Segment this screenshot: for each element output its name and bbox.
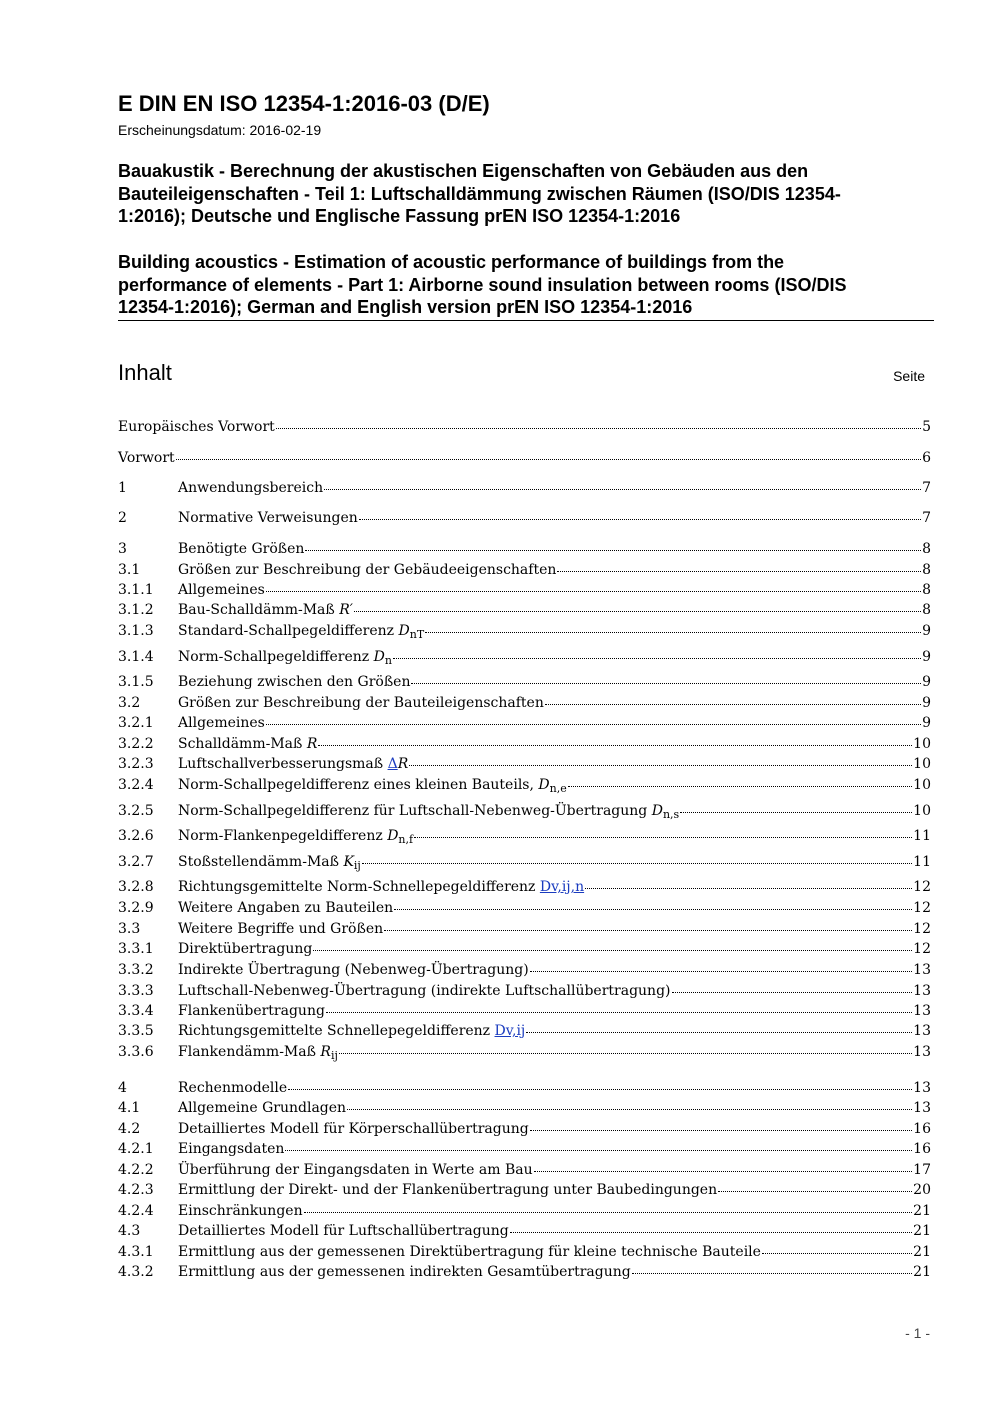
toc-entry[interactable] [118,1002,931,1020]
toc-entry-title: Allgemeine Grundlagen [178,1100,347,1116]
toc-entry-title: Größen zur Beschreibung der Bauteileigenschaften [178,695,544,711]
toc-entry[interactable] [118,982,931,1000]
toc-entry[interactable] [118,961,931,979]
toc-entry-title: Bau-Schalldämm-Maß R′ [178,602,353,618]
toc-entry[interactable] [118,940,931,958]
toc-entry-subscript: ij [353,859,361,872]
toc-entry-number: 3.1 [118,562,141,578]
toc-leader-dots [672,992,913,993]
toc-entry-number: 3.2.9 [118,900,154,916]
toc-entry-number: 3.1.3 [118,623,154,639]
toc-entry-title: Detailliertes Modell für Luftschallübertragung [178,1223,509,1239]
toc-entry-number: 4.2.4 [118,1203,154,1219]
toc-entry-title: Norm-Schallpegeldifferenz $D_n$ [178,649,392,667]
toc-entry-page: 9 [922,674,931,690]
toc-entry-symbol: K [343,854,354,870]
toc-entry-page: 6 [922,450,931,466]
toc-entry-number: 3.2.1 [118,715,154,731]
toc-entry-title: Vorwort [118,450,175,466]
toc-entry-symbol-link[interactable]: Dv,ij [494,1023,526,1039]
toc-entry-page: 7 [922,510,931,526]
toc-entry-title: Beziehung zwischen den Größen [178,674,411,690]
toc-entry-title: Allgemeines [178,582,265,598]
toc-entry-page: 13 [913,1044,931,1060]
toc-entry[interactable] [118,673,931,691]
toc-entry-page: 5 [922,419,931,435]
toc-entry-number: 3.3.6 [118,1044,154,1060]
toc-heading: Inhalt [118,360,172,385]
toc-leader-dots [530,971,913,972]
toc-leader-dots [526,1032,912,1033]
toc-entry-page: 10 [913,736,931,752]
toc-entry[interactable] [118,622,931,640]
toc-entry-title: Allgemeines [178,715,265,731]
toc-entry-page: 8 [922,562,931,578]
toc-entry-page: 9 [922,649,931,665]
toc-entry-title: Norm-Schallpegeldifferenz eines kleinen Bauteils, $D_{n,e}$ [178,777,567,795]
toc-entry-title: Benötigte Größen [178,541,305,557]
toc-entry[interactable] [118,1202,931,1220]
toc-entry-page: 13 [913,1080,931,1096]
toc-entry-number: 1 [118,480,127,496]
toc-leader-dots [545,704,921,705]
toc-entry-title: Normative Verweisungen [178,510,358,526]
toc-entry-page: 13 [913,1003,931,1019]
toc-entry-number: 3.3.5 [118,1023,154,1039]
toc-entry-title: Ermittlung der Direkt- und der Flankenübertragung unter Baubedingungen [178,1182,718,1198]
toc-entry[interactable] [118,1022,931,1040]
toc-entry-number: 2 [118,510,127,526]
toc-leader-dots [632,1273,912,1274]
toc-entry-number: 3.2.8 [118,879,154,895]
toc-entry-page: 13 [913,962,931,978]
toc-leader-dots [718,1191,912,1192]
toc-leader-dots [276,428,921,429]
toc-entry-symbol: R [320,1044,331,1060]
title-german-line: Bauteileigenschaften - Teil 1: Luftschalldämmung zwischen Räumen (ISO/DIS 12354- [118,183,841,204]
toc-entry-title: Schalldämm-Maß R [178,736,318,752]
toc-leader-dots [568,786,912,787]
toc-entry-subscript: n [384,654,392,667]
toc-entry-title: Norm-Schallpegeldifferenz für Luftschall-Nebenweg-Übertragung $D_{n,s}$ [178,803,680,821]
toc-leader-dots [510,1232,912,1233]
toc-leader-dots [534,1171,913,1172]
toc-entry-number: 4.1 [118,1100,141,1116]
toc-entry-page: 9 [922,623,931,639]
toc-entry[interactable] [118,648,931,666]
toc-entry-page: 21 [913,1244,931,1260]
title-english-line: 12354-1:2016); German and English version prEN ISO 12354-1:2016 [118,297,693,317]
toc-entry[interactable] [118,418,931,436]
toc-entry[interactable] [118,1120,931,1138]
toc-leader-dots [347,1109,912,1110]
toc-entry-page: 7 [922,480,931,496]
title-german-line: 1:2016); Deutsche und Englische Fassung prEN ISO 12354-1:2016 [118,206,681,226]
toc-entry[interactable] [118,920,931,938]
toc-entry-page: 20 [913,1182,931,1198]
toc-entry-number: 3.3.2 [118,962,154,978]
toc-entry-subscript: n,f [398,833,414,846]
toc-entry-symbol: D [373,649,385,665]
toc-entry-title: Eingangsdaten [178,1141,285,1157]
toc-entry-number: 3.1.4 [118,649,154,665]
toc-entry[interactable] [118,735,931,753]
toc-leader-dots [285,1150,912,1151]
toc-entry-title: Direktübertragung [178,941,313,957]
toc-entry[interactable] [118,1243,931,1261]
toc-entry-page: 17 [913,1162,931,1178]
toc-leader-dots [425,632,921,633]
toc-leader-dots [359,519,921,520]
toc-leader-dots [362,863,912,864]
toc-entry-number: 3.3 [118,921,141,937]
toc-entry-symbol: D [538,777,550,793]
toc-entry[interactable] [118,1043,931,1061]
toc-entry-symbol: R [397,756,409,772]
toc-leader-dots [530,1130,912,1131]
toc-leader-dots [288,1089,912,1090]
toc-leader-dots [680,812,912,813]
toc-entry-symbol: D [387,828,399,844]
toc-leader-dots [409,765,912,766]
toc-leader-dots [585,888,912,889]
toc-entry[interactable] [118,1161,931,1179]
toc-entry[interactable] [118,878,931,896]
toc-entry-title: Rechenmodelle [178,1080,288,1096]
toc-entry[interactable] [118,601,931,619]
toc-entry-page: 21 [913,1223,931,1239]
toc-entry-page: 21 [913,1203,931,1219]
toc-entry-page: 12 [913,879,931,895]
toc-entry-number: 4.3 [118,1223,141,1239]
toc-entry-symbol: R [306,736,318,752]
toc-entry-page: 13 [913,1100,931,1116]
toc-entry[interactable] [118,827,931,845]
toc-entry-number: 3.3.4 [118,1003,154,1019]
title-german [118,160,933,228]
toc-entry[interactable] [118,853,931,871]
toc-entry[interactable] [118,1263,931,1281]
document-designation: E DIN EN ISO 12354-1:2016-03 (D/E) [118,91,490,116]
toc-entry-title: Einschränkungen [178,1203,303,1219]
toc-entry-page: 10 [913,777,931,793]
toc-leader-dots [318,745,912,746]
toc-entry[interactable] [118,581,931,599]
toc-entry-title: Europäisches Vorwort [118,419,275,435]
toc-entry-title: Norm-Flankenpegeldifferenz $D_{n,f}$ [178,828,414,846]
toc-leader-dots [313,950,912,951]
toc-leader-dots [762,1253,912,1254]
toc-leader-dots [266,591,921,592]
toc-entry-page: 16 [913,1121,931,1137]
toc-entry-number: 3.3.3 [118,983,154,999]
title-german-line: Bauakustik - Berechnung der akustischen Eigenschaften von Gebäuden aus den [118,161,809,181]
toc-entry-title: Überführung der Eingangsdaten in Werte am Bau [178,1162,533,1178]
toc-entry-number: 3.2.6 [118,828,154,844]
toc-entry[interactable] [118,1099,931,1117]
toc-entry-page: 16 [913,1141,931,1157]
toc-entry[interactable] [118,755,931,773]
page-number: - 1 - [905,1325,930,1341]
toc-entry[interactable] [118,1140,931,1158]
toc-entry-page: 21 [913,1264,931,1280]
toc-entry[interactable] [118,1079,931,1097]
toc-entry-subscript: n,s [662,808,680,821]
toc-entry-title: Größen zur Beschreibung der Gebäudeeigenschaften [178,562,557,578]
toc-entry-title: Stoßstellendämm-Maß $K_{ij}$ [178,854,361,872]
toc-entry[interactable] [118,561,931,579]
toc-leader-dots [326,1012,912,1013]
toc-entry-symbol: D [651,803,663,819]
toc-entry-number: 4.2.2 [118,1162,154,1178]
toc-entry-title: Richtungsgemittelte Norm-Schnellepegeldifferenz Dv,ij,n [178,879,585,895]
toc-entry[interactable] [118,899,931,917]
toc-entry[interactable] [118,479,931,497]
toc-entry-number: 3.2.7 [118,854,154,870]
toc-entry-number: 4.3.2 [118,1264,154,1280]
toc-leader-dots [393,658,921,659]
title-english-line: Building acoustics - Estimation of acoustic performance of buildings from the [118,252,785,272]
toc-entry-number: 3.1.2 [118,602,154,618]
toc-entry-number: 3.2.4 [118,777,154,793]
toc-entry-title: Weitere Begriffe und Größen [178,921,384,937]
toc-entry[interactable] [118,776,931,794]
toc-leader-dots [176,459,921,460]
toc-entry-title: Richtungsgemittelte Schnellepegeldifferenz Dv,ij [178,1023,526,1039]
toc-page-label: Seite [893,368,925,384]
toc-entry[interactable] [118,1222,931,1240]
toc-entry-page: 12 [913,921,931,937]
toc-entry-number: 4 [118,1080,127,1096]
toc-entry-title: Flankenübertragung [178,1003,325,1019]
toc-entry[interactable] [118,714,931,732]
toc-entry-symbol: D [398,623,410,639]
toc-entry-number: 3.2.2 [118,736,154,752]
toc-entry-number: 4.3.1 [118,1244,154,1260]
toc-entry-page: 10 [913,756,931,772]
title-divider [118,320,934,321]
toc-entry-title: Flankendämm-Maß $R_{ij}$ [178,1044,338,1062]
toc-leader-dots [305,550,921,551]
toc-entry-number: 4.2.3 [118,1182,154,1198]
toc-entry-title: Luftschall-Nebenweg-Übertragung (indirekte Luftschallübertragung) [178,983,671,999]
toc-entry-page: 12 [913,941,931,957]
toc-leader-dots [394,909,912,910]
toc-entry-title: Anwendungsbereich [178,480,324,496]
toc-entry-number: 3.2.3 [118,756,154,772]
toc-entry-page: 9 [922,715,931,731]
publication-date: Erscheinungsdatum: 2016-02-19 [118,122,322,138]
toc-entry-number: 3.2.5 [118,803,154,819]
toc-entry-number: 4.2 [118,1121,141,1137]
toc-entry-page: 8 [922,582,931,598]
title-english-line: performance of elements - Part 1: Airborne sound insulation between rooms (ISO/DIS [118,274,847,295]
toc-entry-page: 8 [922,541,931,557]
toc-entry-subscript: n,e [549,782,567,795]
toc-entry-symbol-link[interactable]: Dv,ij,n [539,879,585,895]
toc-leader-dots [304,1212,913,1213]
toc-entry[interactable] [118,509,931,527]
toc-entry[interactable] [118,1181,931,1199]
toc-entry[interactable] [118,694,931,712]
toc-entry-page: 13 [913,983,931,999]
toc-entry-number: 4.2.1 [118,1141,154,1157]
toc-entry-title: Indirekte Übertragung (Nebenweg-Übertragung) [178,962,529,978]
toc-entry-number: 3 [118,541,127,557]
toc-leader-dots [266,724,921,725]
toc-entry-page: 11 [913,854,931,870]
toc-leader-dots [339,1053,912,1054]
toc-entry-number: 3.3.1 [118,941,154,957]
toc-leader-dots [384,930,912,931]
toc-entry-symbol: R′ [339,602,353,618]
toc-entry-number: 3.2 [118,695,141,711]
toc-entry-page: 9 [922,695,931,711]
toc-entry-symbol-link[interactable]: Δ [387,756,398,772]
toc-entry-title: Luftschallverbesserungsmaß ΔR [178,756,409,772]
toc-entry[interactable] [118,802,931,820]
toc-entry-subscript: ij [330,1049,338,1062]
toc-entry-subscript: nT [409,628,425,641]
toc-leader-dots [324,489,921,490]
toc-entry-title: Standard-Schallpegeldifferenz $D_{nT}$ [178,623,425,641]
toc-entry[interactable] [118,540,931,558]
toc-leader-dots [414,837,912,838]
toc-entry-title: Weitere Angaben zu Bauteilen [178,900,394,916]
toc-entry-page: 12 [913,900,931,916]
toc-entry-number: 3.1.1 [118,582,154,598]
title-english [118,251,933,319]
toc-entry-title: Detailliertes Modell für Körperschallübertragung [178,1121,529,1137]
toc-entry-title: Ermittlung aus der gemessenen indirekten Gesamtübertragung [178,1264,631,1280]
toc-leader-dots [354,611,921,612]
toc-entry-page: 11 [913,828,931,844]
toc-leader-dots [557,571,921,572]
toc-entry-title: Ermittlung aus der gemessenen Direktübertragung für kleine technische Bauteile [178,1244,761,1260]
toc-leader-dots [411,683,921,684]
toc-entry-number: 3.1.5 [118,674,154,690]
toc-entry-page: 13 [913,1023,931,1039]
toc-entry-page: 10 [913,803,931,819]
toc-entry-page: 8 [922,602,931,618]
toc-entry[interactable] [118,449,931,467]
